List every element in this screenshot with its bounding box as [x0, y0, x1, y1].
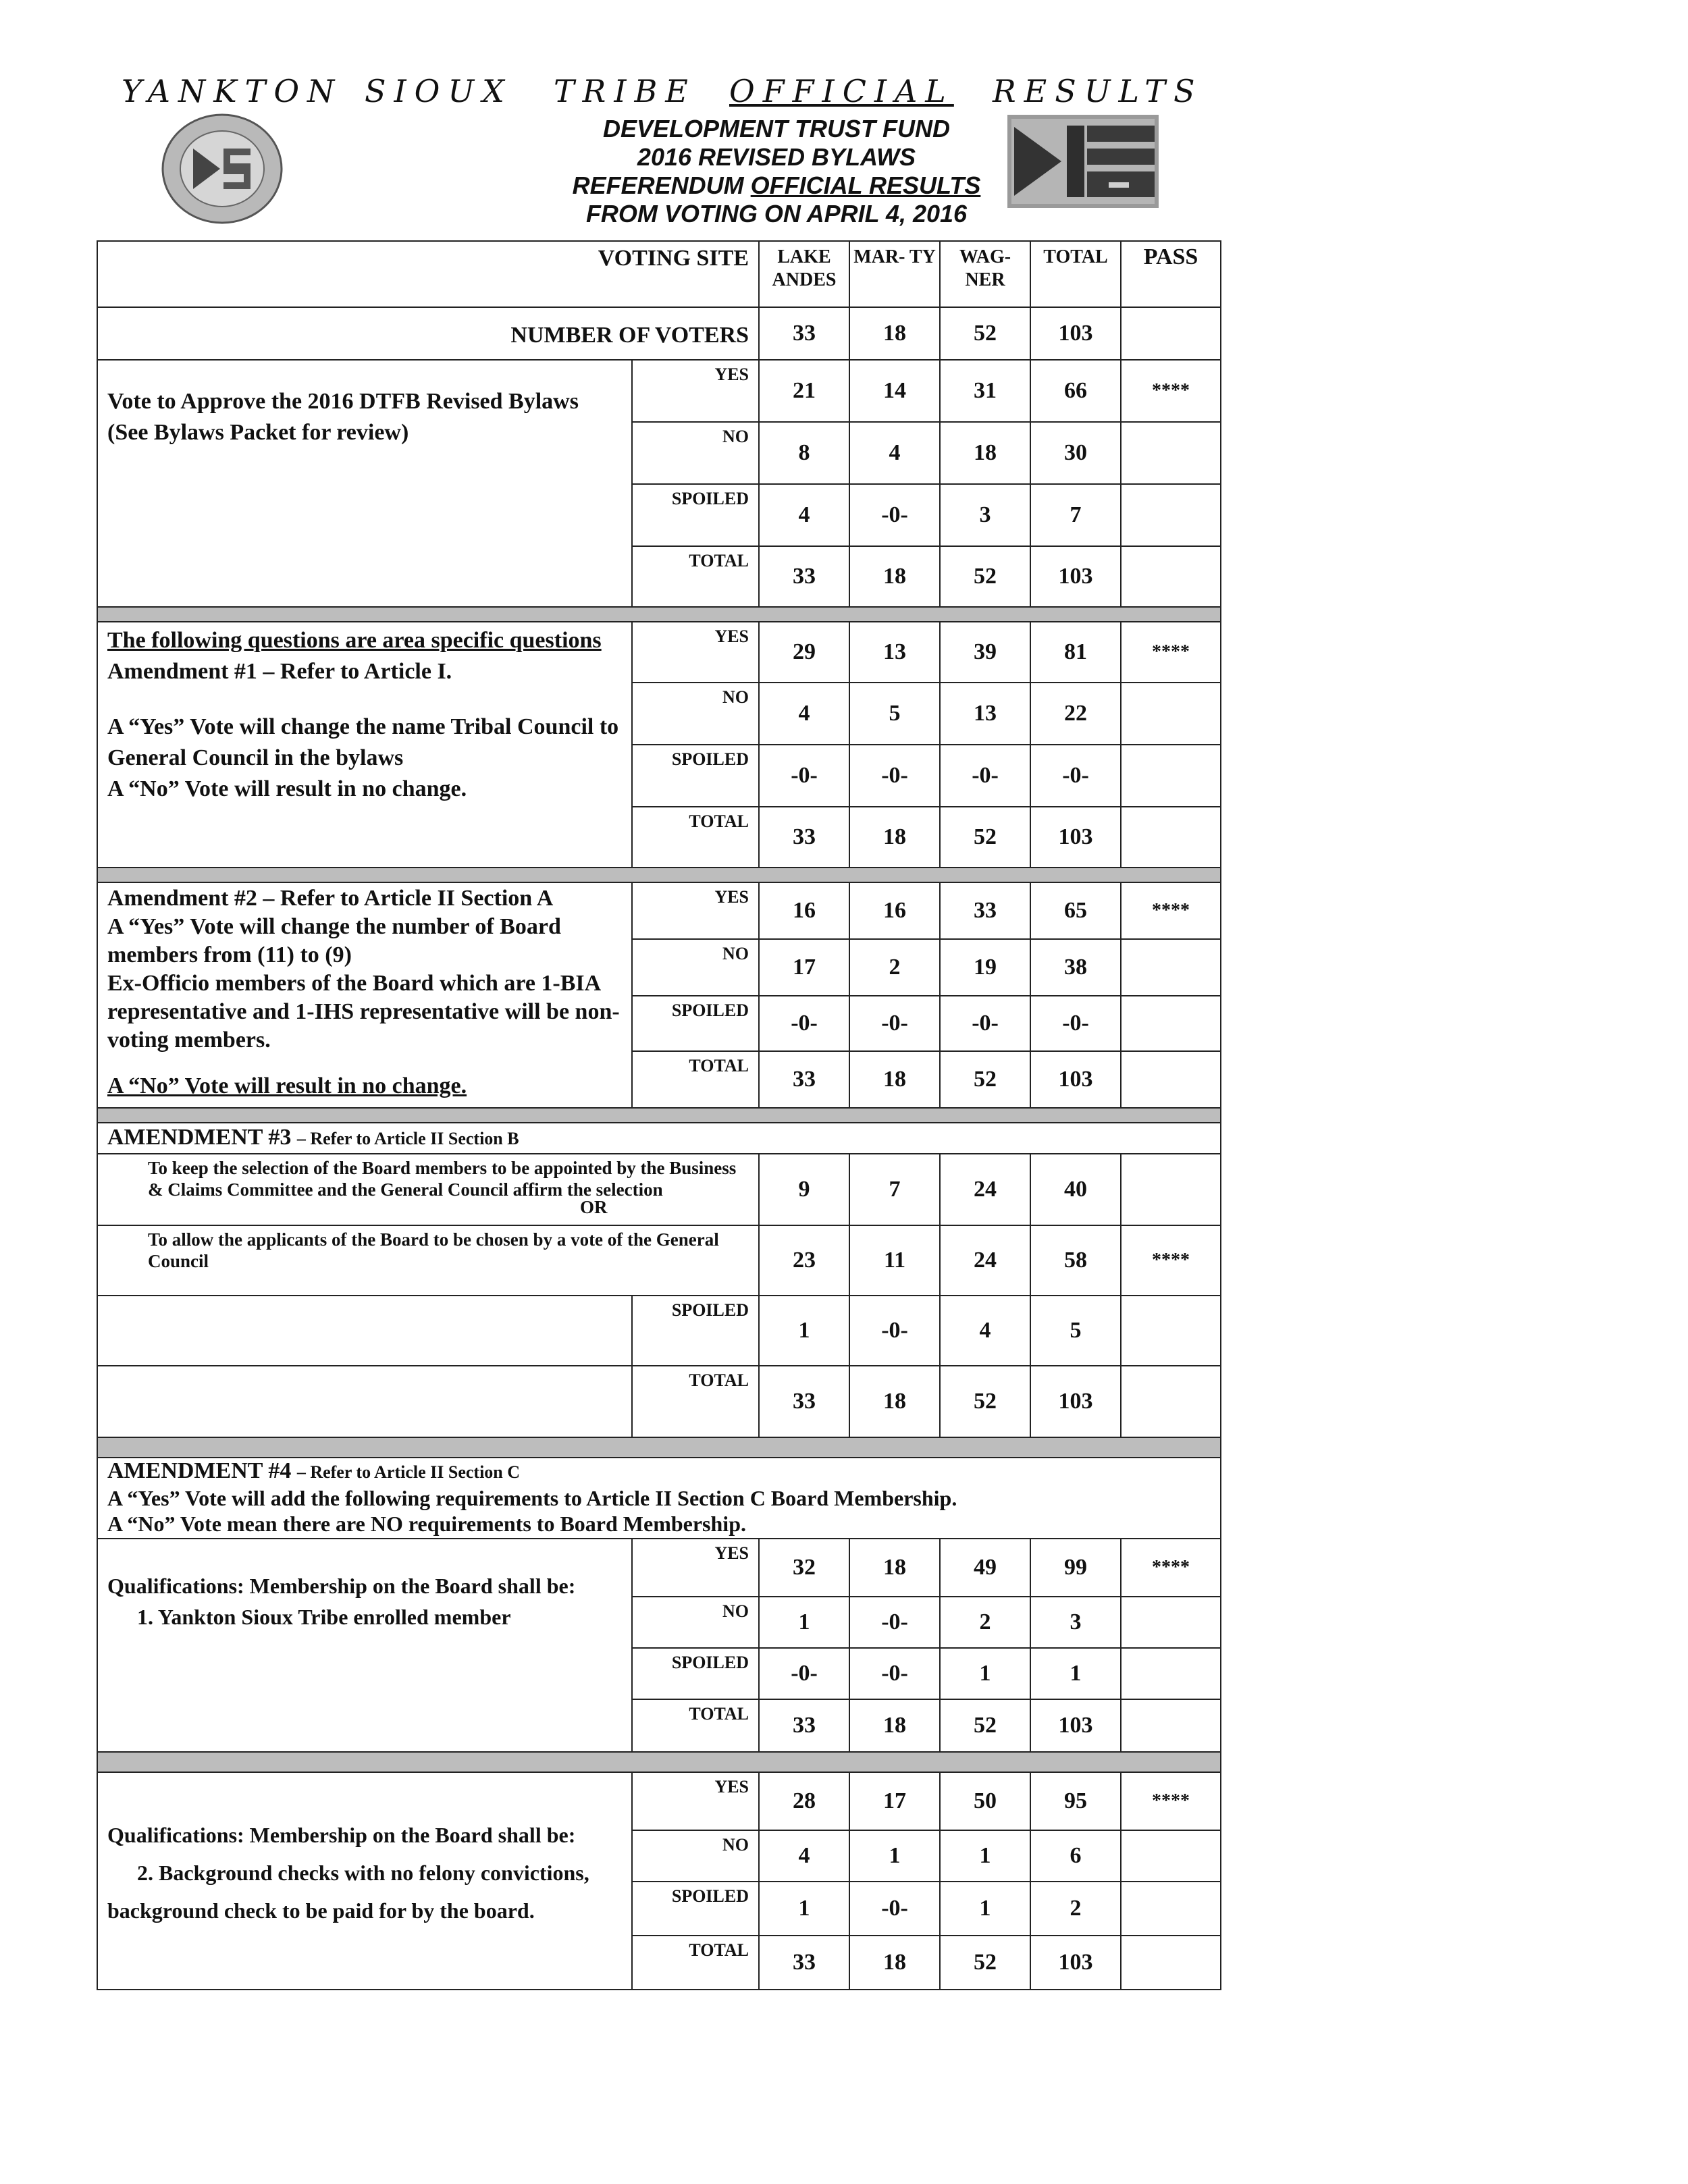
cell-empty — [1121, 1366, 1221, 1437]
cell: -0- — [759, 996, 849, 1051]
cell-empty — [1121, 939, 1221, 996]
q2-line-1: Amendment #1 – Refer to Article I. — [107, 659, 452, 684]
cell: 33 — [940, 882, 1030, 939]
cell: 52 — [940, 1366, 1030, 1437]
cell: 52 — [940, 546, 1030, 607]
cell: -0- — [849, 1648, 940, 1699]
cell: 103 — [1030, 546, 1121, 607]
cell: -0- — [940, 996, 1030, 1051]
col-lake-andes: LAKE ANDES — [759, 241, 849, 307]
amendment-3-heading — [97, 1123, 1221, 1154]
separator-bar — [97, 1437, 1221, 1458]
cell: 33 — [759, 307, 849, 360]
cell: -0- — [849, 1296, 940, 1366]
table-row — [97, 1366, 1221, 1437]
amendment-3-option-1 — [97, 1154, 759, 1225]
cell: 39 — [940, 622, 1030, 683]
q3-line-2: A “Yes” Vote will change the number of Board members from (11) to (9) — [107, 914, 561, 967]
spoiled-label: SPOILED — [632, 1648, 759, 1699]
banner-word-sioux: SIOUX — [365, 73, 512, 109]
cell: 1 — [849, 1830, 940, 1882]
cell: 18 — [849, 1699, 940, 1752]
cell: 58 — [1030, 1225, 1121, 1296]
cell-empty — [1121, 484, 1221, 546]
cell: 7 — [849, 1154, 940, 1225]
amendment-4-title: AMENDMENT #4 — [107, 1458, 297, 1483]
title-line-1: DEVELOPMENT TRUST FUND — [602, 115, 950, 142]
table-row — [97, 622, 1221, 683]
cell: 95 — [1030, 1772, 1121, 1830]
cell-empty — [1121, 1051, 1221, 1108]
cell: 52 — [940, 1936, 1030, 1990]
cell: 4 — [759, 683, 849, 745]
cell: 81 — [1030, 622, 1121, 683]
title-line-3b: OFFICIAL RESULTS — [750, 171, 981, 199]
cell: 103 — [1030, 807, 1121, 868]
q3-text — [97, 882, 632, 1108]
yankton-seal-icon — [159, 108, 285, 224]
cell: 40 — [1030, 1154, 1121, 1225]
cell: 31 — [940, 360, 1030, 422]
cell: 6 — [1030, 1830, 1121, 1882]
cell-empty — [1121, 1154, 1221, 1225]
cell: 52 — [940, 1051, 1030, 1108]
amendment-3-ref: – Refer to Article II Section B — [296, 1129, 519, 1148]
cell: 29 — [759, 622, 849, 683]
title-line-3 — [405, 171, 1148, 200]
no-label: NO — [632, 1597, 759, 1648]
total-label: TOTAL — [632, 1051, 759, 1108]
cell: 5 — [1030, 1296, 1121, 1366]
total-label: TOTAL — [632, 1366, 759, 1437]
col-marty: MAR- TY — [849, 241, 940, 307]
table-row — [97, 1296, 1221, 1366]
q1-text: Vote to Approve the 2016 DTFB Revised Bylaws (See Bylaws Packet for review) — [97, 360, 632, 607]
separator — [97, 1752, 1221, 1772]
cell: 16 — [759, 882, 849, 939]
amendment-4-heading — [97, 1458, 1221, 1539]
banner — [0, 73, 1688, 113]
amendment-4-line-1: A “Yes” Vote will add the following requirements to Article II Section C Board Membership. — [107, 1486, 957, 1510]
cell: 2 — [940, 1597, 1030, 1648]
yes-label: YES — [632, 360, 759, 422]
spoiled-label: SPOILED — [632, 484, 759, 546]
table-row — [97, 1772, 1221, 1830]
cell: 18 — [849, 1936, 940, 1990]
cell: 18 — [849, 807, 940, 868]
pass-stars: **** — [1121, 882, 1221, 939]
cell: 52 — [940, 307, 1030, 360]
cell: -0- — [849, 484, 940, 546]
cell-empty — [1121, 546, 1221, 607]
separator — [97, 607, 1221, 622]
cell: 22 — [1030, 683, 1121, 745]
table-row — [97, 1539, 1221, 1597]
table-row — [97, 1154, 1221, 1225]
cell: 13 — [849, 622, 940, 683]
q6-item-2: background check to be paid for by the board. — [107, 1898, 535, 1923]
cell: 18 — [849, 546, 940, 607]
cell: -0- — [1030, 745, 1121, 807]
cell: 11 — [849, 1225, 940, 1296]
amendment-3-title: AMENDMENT #3 — [107, 1125, 297, 1150]
cell: 66 — [1030, 360, 1121, 422]
cell: 33 — [759, 1366, 849, 1437]
separator — [97, 1108, 1221, 1123]
cell: 50 — [940, 1772, 1030, 1830]
header-row — [97, 241, 1221, 307]
cell: 16 — [849, 882, 940, 939]
table-row — [97, 1225, 1221, 1296]
cell-empty — [1121, 807, 1221, 868]
cell: 5 — [849, 683, 940, 745]
cell: 103 — [1030, 1051, 1121, 1108]
results-table — [97, 240, 1221, 1990]
q5-text — [97, 1539, 632, 1752]
cell: 1 — [940, 1648, 1030, 1699]
cell-empty — [1121, 1936, 1221, 1990]
yes-label: YES — [632, 1539, 759, 1597]
spoiled-label: SPOILED — [632, 1296, 759, 1366]
cell: 7 — [1030, 484, 1121, 546]
cell: 1 — [759, 1882, 849, 1936]
cell: -0- — [849, 996, 940, 1051]
option-1-text: To keep the selection of the Board members to be appointed by the Business & Claims Committee and the General Council affirm the selection — [148, 1158, 737, 1200]
no-label: NO — [632, 422, 759, 484]
spacer — [107, 687, 622, 712]
no-label: NO — [632, 683, 759, 745]
cell: 18 — [849, 1539, 940, 1597]
q5-item: 1. Yankton Sioux Tribe enrolled member — [137, 1605, 511, 1629]
cell: 18 — [849, 1051, 940, 1108]
option-2-text: To allow the applicants of the Board to be chosen by a vote of the General Council — [148, 1229, 719, 1271]
cell: -0- — [940, 745, 1030, 807]
pass-stars: **** — [1121, 1539, 1221, 1597]
separator-bar — [97, 868, 1221, 882]
col-wagner: WAG- NER — [940, 241, 1030, 307]
cell-empty — [1121, 1830, 1221, 1882]
cell: 2 — [849, 939, 940, 996]
cell: 103 — [1030, 1366, 1121, 1437]
q2-line-2: A “Yes” Vote will change the name Tribal Council to General Council in the bylaws — [107, 714, 619, 770]
yes-label: YES — [632, 622, 759, 683]
amendment-3-option-2 — [97, 1225, 759, 1296]
banner-word-results: RESULTS — [993, 73, 1203, 109]
no-label: NO — [632, 939, 759, 996]
cell: 17 — [849, 1772, 940, 1830]
table-row — [97, 360, 1221, 422]
cell: 2 — [1030, 1882, 1121, 1936]
cell: 28 — [759, 1772, 849, 1830]
cell: 21 — [759, 360, 849, 422]
table-row — [97, 1123, 1221, 1154]
cell: 32 — [759, 1539, 849, 1597]
cell: 14 — [849, 360, 940, 422]
separator-bar — [97, 607, 1221, 622]
cell-empty — [1121, 307, 1221, 360]
q3-line-4: A “No” Vote will result in no change. — [107, 1073, 467, 1098]
cell: 8 — [759, 422, 849, 484]
cell-empty — [97, 1366, 632, 1437]
total-label: TOTAL — [632, 1936, 759, 1990]
cell: 19 — [940, 939, 1030, 996]
q2-head: The following questions are area specific questions — [107, 628, 602, 653]
cell: 18 — [849, 307, 940, 360]
cell: 3 — [1030, 1597, 1121, 1648]
cell: -0- — [849, 1882, 940, 1936]
cell: 33 — [759, 1051, 849, 1108]
cell: 4 — [759, 484, 849, 546]
cell: 18 — [940, 422, 1030, 484]
cell-empty — [1121, 1648, 1221, 1699]
cell: 1 — [940, 1830, 1030, 1882]
cell-empty — [1121, 1597, 1221, 1648]
pass-stars: **** — [1121, 622, 1221, 683]
q5-qual: Qualifications: Membership on the Board shall be: — [107, 1574, 576, 1598]
yes-label: YES — [632, 1772, 759, 1830]
cell: 24 — [940, 1225, 1030, 1296]
cell: 33 — [759, 546, 849, 607]
title-line-4: FROM VOTING ON APRIL 4, 2016 — [585, 200, 968, 228]
cell: 4 — [940, 1296, 1030, 1366]
or-text: OR — [580, 1197, 608, 1217]
col-total: TOTAL — [1030, 241, 1121, 307]
table-row — [97, 882, 1221, 939]
cell: 52 — [940, 1699, 1030, 1752]
amendment-4-line-2: A “No” Vote mean there are NO requirements to Board Membership. — [107, 1512, 746, 1536]
spoiled-label: SPOILED — [632, 1882, 759, 1936]
title-line-2: 2016 REVISED BYLAWS — [637, 143, 916, 171]
cell-empty — [1121, 422, 1221, 484]
cell-empty — [1121, 996, 1221, 1051]
cell: -0- — [759, 745, 849, 807]
separator-bar — [97, 1752, 1221, 1772]
spoiled-label: SPOILED — [632, 996, 759, 1051]
total-label: TOTAL — [632, 546, 759, 607]
voting-site-label: VOTING SITE — [97, 241, 759, 307]
cell: 33 — [759, 1936, 849, 1990]
cell: 17 — [759, 939, 849, 996]
no-label: NO — [632, 1830, 759, 1882]
q3-line-1: Amendment #2 – Refer to Article II Section A — [107, 886, 554, 911]
banner-word-tribe: TRIBE — [554, 73, 696, 109]
cell-empty — [97, 1296, 632, 1366]
amendment-4-ref: – Refer to Article II Section C — [296, 1462, 521, 1482]
yes-label: YES — [632, 882, 759, 939]
separator — [97, 868, 1221, 882]
cell: 4 — [759, 1830, 849, 1882]
cell-empty — [1121, 683, 1221, 745]
cell: 99 — [1030, 1539, 1121, 1597]
cell: 24 — [940, 1154, 1030, 1225]
cell: 103 — [1030, 1699, 1121, 1752]
cell: 1 — [759, 1597, 849, 1648]
pass-stars: **** — [1121, 1772, 1221, 1830]
total-label: TOTAL — [632, 807, 759, 868]
cell: 9 — [759, 1154, 849, 1225]
spoiled-label: SPOILED — [632, 745, 759, 807]
q3-line-3: Ex-Officio members of the Board which are 1-BIA representative and 1-IHS representative will be non-voting members. — [107, 971, 620, 1053]
banner-word-official: OFFICIAL — [729, 73, 954, 109]
cell: 3 — [940, 484, 1030, 546]
cell-empty — [1121, 1699, 1221, 1752]
cell: 49 — [940, 1539, 1030, 1597]
cell: 4 — [849, 422, 940, 484]
voters-label: NUMBER OF VOTERS — [97, 307, 759, 360]
q6-item: 2. Background checks with no felony convictions, — [137, 1861, 589, 1885]
document-title — [405, 115, 1148, 228]
cell-empty — [1121, 745, 1221, 807]
total-label: TOTAL — [632, 1699, 759, 1752]
pass-stars: **** — [1121, 360, 1221, 422]
q2-line-3: A “No” Vote will result in no change. — [107, 776, 467, 801]
cell: 33 — [759, 807, 849, 868]
title-line-3a: REFERENDUM — [572, 171, 751, 199]
separator — [97, 1437, 1221, 1458]
pass-stars: **** — [1121, 1225, 1221, 1296]
cell-empty — [1121, 1296, 1221, 1366]
cell: 1 — [759, 1296, 849, 1366]
q6-text — [97, 1772, 632, 1990]
cell: 103 — [1030, 1936, 1121, 1990]
cell: 33 — [759, 1699, 849, 1752]
cell: 13 — [940, 683, 1030, 745]
cell: 103 — [1030, 307, 1121, 360]
cell: 38 — [1030, 939, 1121, 996]
cell: -0- — [849, 1597, 940, 1648]
cell: -0- — [759, 1648, 849, 1699]
voters-row — [97, 307, 1221, 360]
separator-bar — [97, 1108, 1221, 1123]
cell: 65 — [1030, 882, 1121, 939]
cell: -0- — [849, 745, 940, 807]
cell: 18 — [849, 1366, 940, 1437]
q2-text — [97, 622, 632, 868]
banner-word-yankton: YANKTON — [122, 73, 343, 109]
cell: -0- — [1030, 996, 1121, 1051]
q6-qual: Qualifications: Membership on the Board shall be: — [107, 1823, 576, 1847]
cell: 30 — [1030, 422, 1121, 484]
cell: 23 — [759, 1225, 849, 1296]
table-row — [97, 1458, 1221, 1539]
cell-empty — [1121, 1882, 1221, 1936]
cell: 1 — [940, 1882, 1030, 1936]
cell: 1 — [1030, 1648, 1121, 1699]
cell: 52 — [940, 807, 1030, 868]
col-pass: PASS — [1121, 241, 1221, 307]
